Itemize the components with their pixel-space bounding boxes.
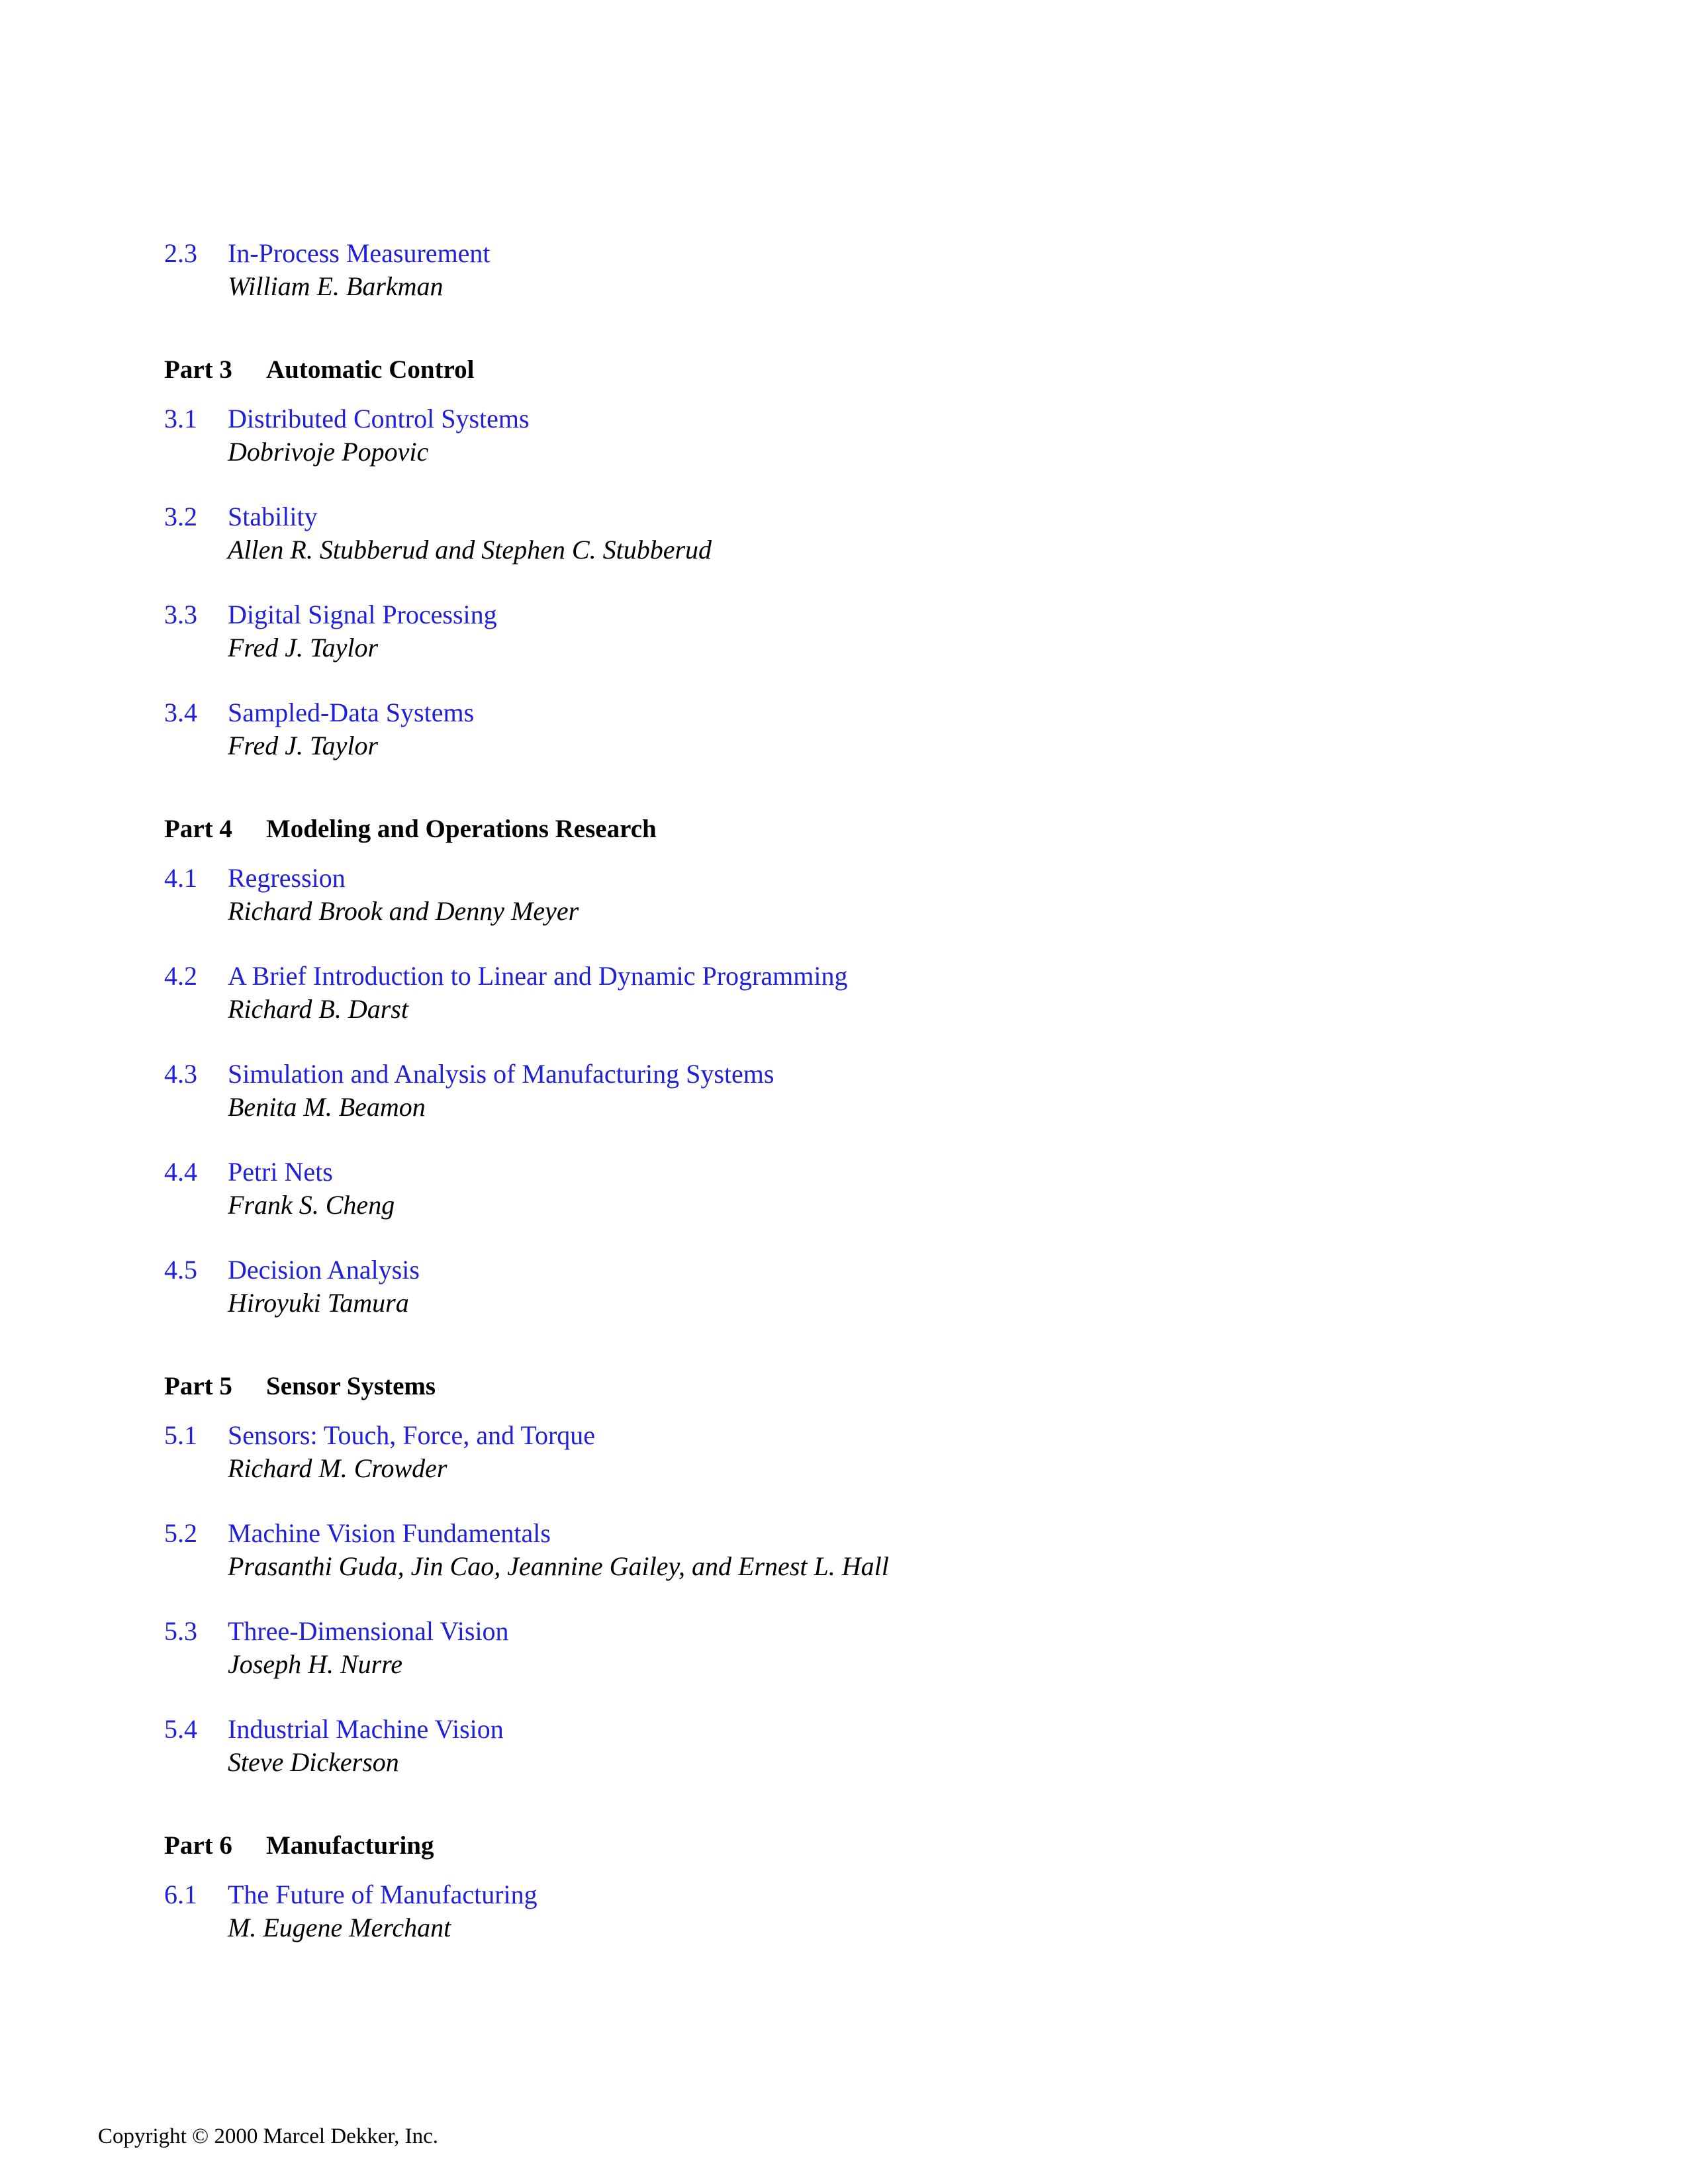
part-label: Part 4: [164, 815, 232, 843]
chapter-number: 3.1: [164, 404, 197, 433]
chapter-author: Richard Brook and Denny Meyer: [228, 896, 579, 926]
chapter-title-link[interactable]: Decision Analysis: [228, 1255, 420, 1285]
chapter-number: 5.1: [164, 1420, 197, 1450]
chapter-title-link[interactable]: Sampled-Data Systems: [228, 698, 475, 727]
chapter-number: 3.2: [164, 502, 197, 531]
toc-entry-3-1: [164, 402, 1554, 469]
chapter-title-link[interactable]: Stability: [228, 502, 318, 531]
toc-entry-line: [164, 598, 1554, 631]
chapter-author: Dobrivoje Popovic: [228, 437, 429, 467]
chapter-title-link[interactable]: The Future of Manufacturing: [228, 1880, 538, 1909]
toc-entry-line: [164, 237, 1554, 270]
toc-entry-line: [164, 1419, 1554, 1452]
toc-entry-line: [164, 402, 1554, 435]
toc-entry-line: [164, 1156, 1554, 1189]
part-title: Automatic Control: [266, 355, 475, 384]
toc-entry-5-3: [164, 1615, 1554, 1681]
part-label: Part 3: [164, 355, 232, 384]
toc-entry-line: [164, 1058, 1554, 1091]
chapter-author: Prasanthi Guda, Jin Cao, Jeannine Gailey, and Ernest L. Hall: [228, 1551, 889, 1581]
toc-entry-3-2: [164, 500, 1554, 567]
toc-entry-3-3: [164, 598, 1554, 664]
chapter-number: 5.2: [164, 1518, 197, 1548]
chapter-title-link[interactable]: In-Process Measurement: [228, 238, 491, 268]
part-label: Part 6: [164, 1831, 232, 1860]
chapter-title-link[interactable]: Petri Nets: [228, 1157, 333, 1187]
part-heading: [164, 1370, 1554, 1403]
part-heading: [164, 813, 1554, 846]
part-heading: [164, 1829, 1554, 1862]
toc-entry-line: [164, 696, 1554, 729]
chapter-title-link[interactable]: Distributed Control Systems: [228, 404, 530, 433]
chapter-number: 4.1: [164, 863, 197, 893]
chapter-number: 5.3: [164, 1616, 197, 1646]
chapter-author: Benita M. Beamon: [228, 1092, 426, 1122]
chapter-author: Fred J. Taylor: [228, 731, 379, 760]
toc-entry-line: [164, 1615, 1554, 1648]
toc-entry-6-1: [164, 1878, 1554, 1944]
toc-entry-5-1: [164, 1419, 1554, 1485]
chapter-author: Allen R. Stubberud and Stephen C. Stubberud: [228, 535, 712, 565]
chapter-number: 2.3: [164, 238, 197, 268]
toc-entry-5-2: [164, 1517, 1554, 1583]
chapter-number: 4.4: [164, 1157, 197, 1187]
chapter-title-link[interactable]: Machine Vision Fundamentals: [228, 1518, 551, 1548]
chapter-author: M. Eugene Merchant: [228, 1913, 451, 1942]
chapter-author: Steve Dickerson: [228, 1747, 399, 1777]
chapter-number: 3.4: [164, 698, 197, 727]
part-title: Sensor Systems: [266, 1372, 436, 1400]
toc-entry-4-1: [164, 862, 1554, 928]
chapter-title-link[interactable]: Regression: [228, 863, 346, 893]
table-of-contents: [164, 237, 1554, 1976]
chapter-title-link[interactable]: Simulation and Analysis of Manufacturing Systems: [228, 1059, 774, 1089]
toc-entry-line: [164, 1713, 1554, 1746]
chapter-author: William E. Barkman: [228, 271, 444, 301]
chapter-number: 5.4: [164, 1714, 197, 1744]
part-label: Part 5: [164, 1372, 232, 1400]
chapter-title-link[interactable]: Sensors: Touch, Force, and Torque: [228, 1420, 596, 1450]
chapter-number: 3.3: [164, 600, 197, 629]
toc-entry-line: [164, 960, 1554, 993]
copyright-footer: Copyright © 2000 Marcel Dekker, Inc.: [98, 2124, 439, 2148]
chapter-author: Joseph H. Nurre: [228, 1649, 403, 1679]
toc-entry-3-4: [164, 696, 1554, 762]
chapter-title-link[interactable]: A Brief Introduction to Linear and Dynamic Programming: [228, 961, 848, 991]
toc-entry-line: [164, 1878, 1554, 1911]
toc-entry-4-5: [164, 1253, 1554, 1320]
toc-entry-line: [164, 1517, 1554, 1550]
chapter-number: 4.3: [164, 1059, 197, 1089]
chapter-title-link[interactable]: Digital Signal Processing: [228, 600, 497, 629]
chapter-author: Fred J. Taylor: [228, 633, 379, 662]
toc-entry-4-3: [164, 1058, 1554, 1124]
chapter-author: Richard M. Crowder: [228, 1453, 447, 1483]
toc-entry-line: [164, 862, 1554, 895]
chapter-author: Frank S. Cheng: [228, 1190, 395, 1220]
chapter-number: 4.2: [164, 961, 197, 991]
part-title: Modeling and Operations Research: [266, 815, 657, 843]
chapter-author: Richard B. Darst: [228, 994, 408, 1024]
toc-entry-4-4: [164, 1156, 1554, 1222]
toc-entry-2-3: [164, 237, 1554, 303]
part-heading: [164, 353, 1554, 387]
toc-entry-4-2: [164, 960, 1554, 1026]
chapter-title-link[interactable]: Industrial Machine Vision: [228, 1714, 504, 1744]
part-title: Manufacturing: [266, 1831, 434, 1860]
chapter-author: Hiroyuki Tamura: [228, 1288, 409, 1318]
toc-entry-5-4: [164, 1713, 1554, 1779]
chapter-number: 6.1: [164, 1880, 197, 1909]
chapter-number: 4.5: [164, 1255, 197, 1285]
chapter-title-link[interactable]: Three-Dimensional Vision: [228, 1616, 509, 1646]
toc-entry-line: [164, 500, 1554, 533]
toc-entry-line: [164, 1253, 1554, 1287]
